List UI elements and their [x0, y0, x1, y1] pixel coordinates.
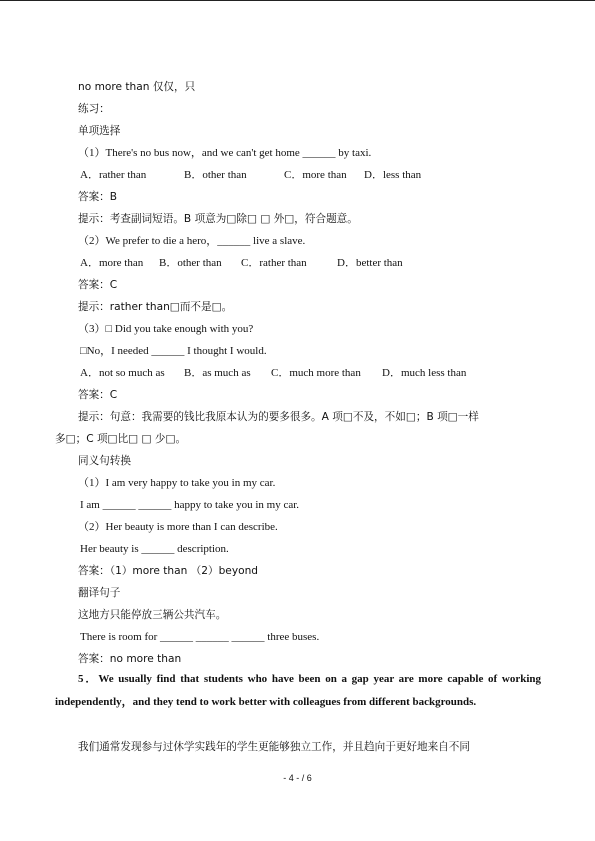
- hint-continued: 多□；C 项□比□ □ 少□。: [55, 433, 187, 445]
- question-2-options: [80, 256, 403, 271]
- option-c: C．much more than: [271, 367, 361, 379]
- paragraph-5: 5．We usually find that students who have been on a gap year are more capable of working independently，and they tend to work better with colleagues from different backgrounds.: [55, 673, 541, 708]
- page-number: - 4 - / 6: [283, 773, 312, 783]
- section-heading: 单项选择: [78, 125, 121, 137]
- option-a: A．not so much as: [80, 367, 165, 379]
- text-line: 练习：: [78, 103, 110, 115]
- question-3: （3）□ Did you take enough with you?: [78, 323, 254, 335]
- section-heading: 翻译句子: [78, 587, 121, 599]
- answer: 答案：B: [78, 191, 118, 203]
- question-1: （1）There's no bus now，and we can't get home ______ by taxi.: [78, 147, 372, 159]
- option-a: A．more than: [80, 257, 144, 269]
- question-3-options: [80, 366, 466, 381]
- answer: 答案：（1）more than （2）beyond: [78, 565, 259, 577]
- option-b: B．other than: [159, 257, 222, 269]
- answer: 答案：no more than: [78, 653, 182, 665]
- synonym-2-blank: Her beauty is ______ description.: [80, 543, 229, 555]
- synonym-1-blank: I am ______ ______ happy to take you in my car.: [80, 499, 300, 511]
- option-c: C．rather than: [241, 257, 307, 269]
- option-c: C．more than: [284, 169, 347, 181]
- option-d: D．less than: [364, 169, 422, 181]
- answer: 答案：C: [78, 279, 118, 291]
- paragraph-5-translation: 我们通常发现参与过休学实践年的学生更能够独立工作，并且趋向于更好地来自不同: [78, 741, 470, 753]
- option-d: D．better than: [337, 257, 403, 269]
- translation-prompt: 这地方只能停放三辆公共汽车。: [78, 609, 227, 621]
- section-heading: 同义句转换: [78, 455, 131, 467]
- question-2: （2）We prefer to die a hero，______ live a slave.: [78, 235, 306, 247]
- answer: 答案：C: [78, 389, 118, 401]
- text-line: no more than 仅仅，只: [78, 81, 196, 93]
- translation-blank: There is room for ______ ______ ______ three buses.: [80, 631, 320, 643]
- hint: 提示：rather than□而不是□。: [78, 301, 233, 313]
- question-1-options: [80, 168, 421, 183]
- hint: 提示：考查副词短语。B 项意为□除□ □ 外□，符合题意。: [78, 213, 358, 225]
- option-b: B．as much as: [184, 367, 251, 379]
- option-a: A．rather than: [80, 169, 147, 181]
- synonym-1: （1）I am very happy to take you in my car.: [78, 477, 276, 489]
- option-d: D．much less than: [382, 367, 467, 379]
- hint: 提示：句意：我需要的钱比我原本认为的要多很多。A 项□不及，不如□；B 项□一样: [78, 411, 479, 423]
- top-rule: [0, 0, 595, 1]
- question-3-dialogue: □No，I needed ______ I thought I would.: [80, 345, 267, 357]
- option-b: B．other than: [184, 169, 247, 181]
- synonym-2: （2）Her beauty is more than I can describe.: [78, 521, 278, 533]
